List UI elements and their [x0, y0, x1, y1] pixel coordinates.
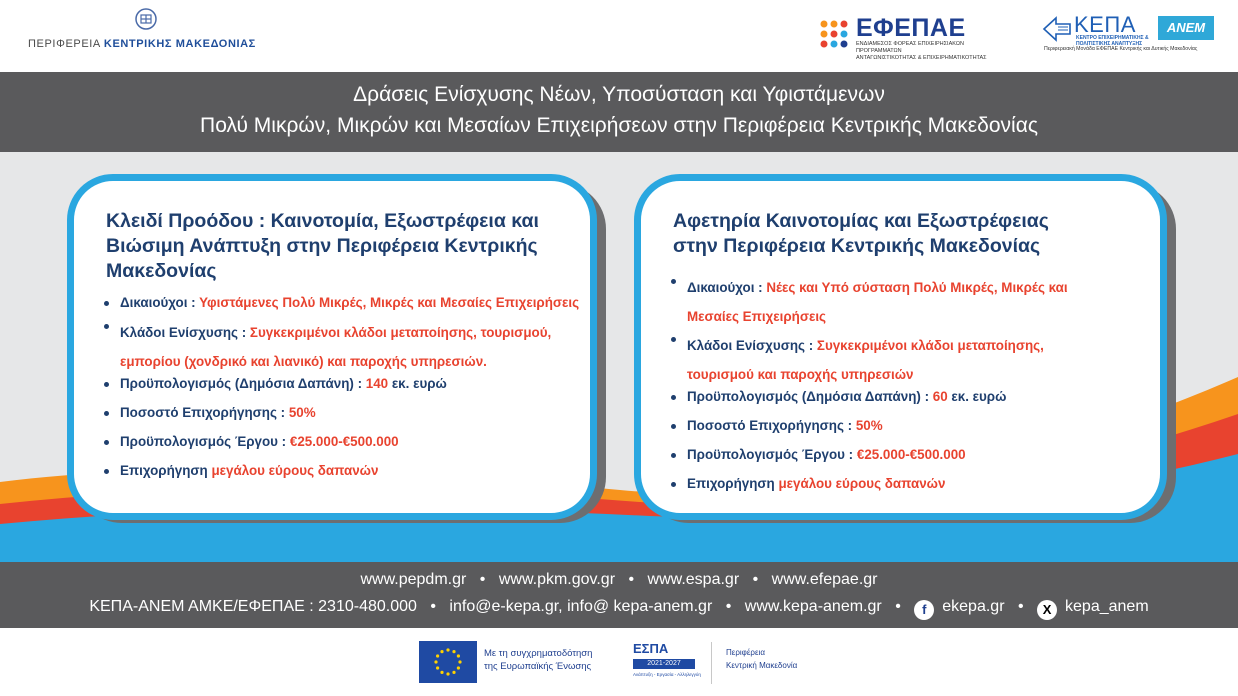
- list-item: Ποσοστό Επιχορήγησης : 50%: [671, 418, 1071, 447]
- kepa-anem-logo[interactable]: [1042, 12, 1222, 56]
- x-link[interactable]: X kepa_anem: [1037, 598, 1149, 615]
- eu-cofunding-text: Με τη συγχρηματοδότηση της Ευρωπαϊκής Ένωσης: [484, 648, 593, 672]
- title-band: [0, 72, 1238, 152]
- espa-logo: ΕΣΠΑ 2021-2027 Ανάπτυξη - Εργασία - Αλληλεγγύη: [633, 641, 701, 677]
- card-left: [67, 174, 597, 520]
- kepa-subtitle: ΚΕΝΤΡΟ ΕΠΙΧΕΙΡΗΜΑΤΙΚΗΣ & ΠΟΛΙΤΙΣΤΙΚΗΣ ΑΝΑΠΤΥΞΗΣ: [1076, 35, 1149, 47]
- list-item: Προϋπολογισμός Έργου : €25.000-€500.000: [104, 434, 584, 463]
- efepae-subtitle: ΕΝΔΙΑΜΕΣΟΣ ΦΟΡΕΑΣ ΕΠΙΧΕΙΡΗΣΙΑΚΩΝ ΠΡΟΓΡΑΜΜΑΤΩΝ ΑΝΤΑΓΩΝΙΣΤΙΚΟΤΗΤΑΣ & ΕΠΙΧΕΙΡΗΜΑΤΙΚΟΤΗΤΑΣ: [856, 41, 987, 61]
- pkm-logo[interactable]: [28, 8, 278, 64]
- x-icon: X: [1037, 600, 1057, 620]
- list-item: Δικαιούχοι : Νέες και Υπό σύσταση Πολύ Μικρές, Μικρές και Μεσαίες Επιχειρήσεις: [671, 273, 1071, 331]
- card-left-heading: Κλειδί Προόδου : Καινοτομία, Εξωστρέφεια και Βιώσιμη Ανάπτυξη στην Περιφέρεια Κεντρικής Μακεδονίας: [106, 210, 539, 282]
- list-item: Επιχορήγηση μεγάλου εύρους δαπανών: [671, 476, 1071, 505]
- contact-email[interactable]: info@e-kepa.gr, info@ kepa-anem.gr: [449, 598, 713, 615]
- footer-contact: ΚΕΠΑ-ΑΝΕΜ ΑΜΚΕ/ΕΦΕΠΑΕ : 2310-480.000 • info@e-kepa.gr, info@ kepa-anem.gr • www.kepa-anem.gr • f ekepa.gr • X kepa_anem: [0, 598, 1238, 620]
- contact-phone: ΚΕΠΑ-ΑΝΕΜ ΑΜΚΕ/ΕΦΕΠΑΕ : 2310-480.000: [89, 598, 417, 615]
- link-espa[interactable]: www.espa.gr: [647, 571, 740, 588]
- list-item: Κλάδοι Ενίσχυσης : Συγκεκριμένοι κλάδοι μεταποίησης, τουρισμού, εμπορίου (χονδρικό και λιανικό) και παροχής υπηρεσιών.: [104, 318, 584, 376]
- efepae-dots-icon: [818, 16, 854, 52]
- list-item: Προϋπολογισμός Έργου : €25.000-€500.000: [671, 447, 1071, 476]
- pkm-name: ΠΕΡΙΦΕΡΕΙΑ ΚΕΝΤΡΙΚΗΣ ΜΑΚΕΔΟΝΙΑΣ: [28, 38, 256, 50]
- greek-emblem-icon: [135, 8, 157, 30]
- kepa-arrow-icon: [1042, 16, 1072, 42]
- card-right-heading: Αφετηρία Καινοτομίας και Εξωστρέφειας στην Περιφέρεια Κεντρικής Μακεδονίας: [673, 210, 1049, 257]
- footer-websites: www.pepdm.gr • www.pkm.gov.gr • www.espa.gr • www.efepae.gr: [360, 571, 878, 588]
- card-right: [634, 174, 1167, 520]
- list-item: Ποσοστό Επιχορήγησης : 50%: [104, 405, 584, 434]
- kepa-name: ΚΕΠΑ: [1074, 12, 1136, 37]
- header: [0, 0, 1238, 72]
- funding-logos: [0, 628, 1238, 696]
- logo-divider: [711, 642, 712, 684]
- main-area: [0, 152, 1238, 562]
- anem-logo: ΑΝΕΜ: [1158, 16, 1214, 40]
- footer-band: [0, 562, 1238, 628]
- region-logo: Περιφέρεια Κεντρική Μακεδονία: [726, 648, 798, 670]
- facebook-icon: f: [914, 600, 934, 620]
- list-item: Προϋπολογισμός (Δημόσια Δαπάνη) : 140 εκ. ευρώ: [104, 376, 584, 405]
- eu-flag-icon: [419, 641, 477, 683]
- list-item: Προϋπολογισμός (Δημόσια Δαπάνη) : 60 εκ. ευρώ: [671, 389, 1071, 418]
- kepa-caption: Περιφερειακή Μονάδα ΕΦΕΠΑΕ Κεντρικής και Δυτικής Μακεδονίας: [1044, 46, 1198, 52]
- link-pepdm[interactable]: www.pepdm.gr: [360, 571, 467, 588]
- efepae-logo[interactable]: [818, 12, 988, 61]
- card-left-list: [104, 295, 584, 498]
- page-title-line1: Δράσεις Ενίσχυσης Νέων, Υποσύσταση και Υφιστάμενων: [353, 83, 885, 106]
- efepae-name: ΕΦΕΠΑΕ: [856, 14, 966, 42]
- link-pkm[interactable]: www.pkm.gov.gr: [498, 571, 616, 588]
- page-title-line2: Πολύ Μικρών, Μικρών και Μεσαίων Επιχειρήσεων στην Περιφέρεια Κεντρικής Μακεδονίας: [200, 114, 1038, 137]
- list-item: Επιχορήγηση μεγάλου εύρους δαπανών: [104, 463, 584, 492]
- list-item: Κλάδοι Ενίσχυσης : Συγκεκριμένοι κλάδοι μεταποίησης, τουρισμού και παροχής υπηρεσιών: [671, 331, 1071, 389]
- link-efepae[interactable]: www.efepae.gr: [771, 571, 878, 588]
- card-right-list: [671, 273, 1071, 505]
- facebook-link[interactable]: f ekepa.gr: [914, 598, 1004, 615]
- link-kepa-anem[interactable]: www.kepa-anem.gr: [744, 598, 882, 615]
- list-item: Δικαιούχοι : Υφιστάμενες Πολύ Μικρές, Μικρές και Μεσαίες Επιχειρήσεις: [104, 295, 584, 324]
